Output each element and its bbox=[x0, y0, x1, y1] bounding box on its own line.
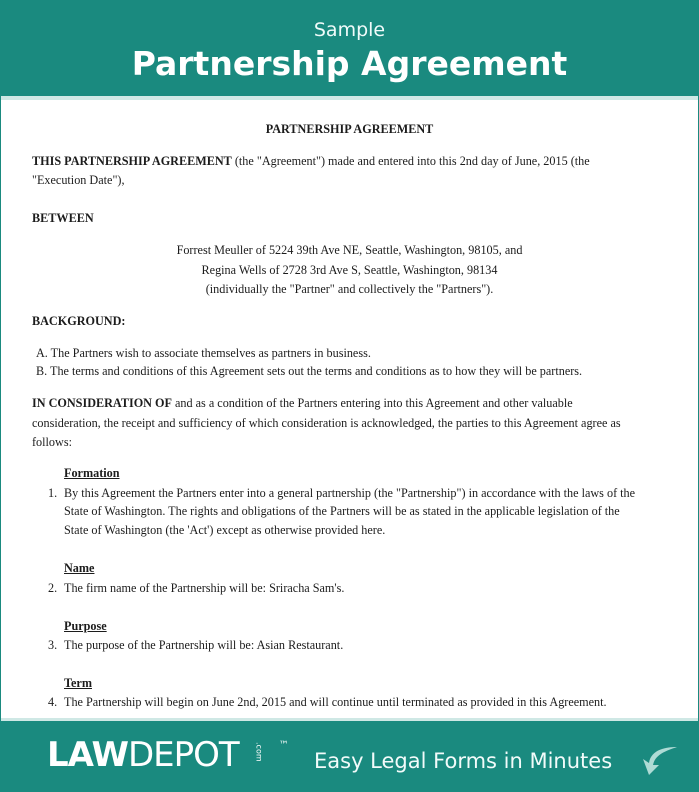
section-number-3: 3. bbox=[48, 638, 58, 652]
section-1-line-1: By this Agreement the Partners enter into a general partnership (the "Partnership") in accordance with the laws of the bbox=[64, 486, 636, 500]
logo-law: LAW bbox=[47, 735, 128, 775]
section-heading-formation: Formation bbox=[64, 466, 120, 480]
consideration-text: and as a condition of the Partners entering into this Agreement and other valuable bbox=[171, 396, 573, 410]
background-item-b: B. The terms and conditions of this Agreement sets out the terms and conditions as to how they will be partners. bbox=[36, 364, 583, 378]
section-4-line-1: The Partnership will begin on June 2nd, 2015 and will continue until terminated as provided in this Agreement. bbox=[64, 695, 607, 709]
section-heading-purpose: Purpose bbox=[64, 619, 107, 633]
consideration-line-2: consideration, the receipt and sufficiency of which consideration is acknowledged, the parties to this Agreement agree as bbox=[32, 416, 621, 430]
consideration-bold: IN CONSIDERATION OF bbox=[32, 396, 172, 410]
party-line-2: Regina Wells of 2728 3rd Ave S, Seattle, Washington, 98134 bbox=[201, 263, 498, 277]
header-title: Partnership Agreement bbox=[131, 44, 568, 83]
party-line-1: Forrest Meuller of 5224 39th Ave NE, Seattle, Washington, 98105, and bbox=[176, 243, 523, 257]
curved-arrow-icon bbox=[637, 741, 681, 777]
intro-line-2: "Execution Date"), bbox=[32, 173, 125, 187]
intro-bold: THIS PARTNERSHIP AGREEMENT bbox=[32, 154, 232, 168]
header-subtitle: Sample bbox=[313, 19, 386, 41]
agreement-document bbox=[1, 100, 698, 720]
section-3-line-1: The purpose of the Partnership will be: Asian Restaurant. bbox=[64, 638, 344, 652]
section-number-4: 4. bbox=[48, 695, 58, 709]
section-number-1: 1. bbox=[48, 486, 58, 500]
logo-com: .com bbox=[254, 742, 264, 762]
logo-trademark: ™ bbox=[278, 740, 289, 751]
logo-depot: DEPOT bbox=[127, 735, 239, 775]
section-heading-name: Name bbox=[64, 561, 95, 575]
intro-text: (the "Agreement") made and entered into this 2nd day of June, 2015 (the bbox=[231, 154, 590, 168]
document-heading: PARTNERSHIP AGREEMENT bbox=[265, 122, 434, 136]
header-banner bbox=[1, 1, 698, 96]
footer-banner[interactable] bbox=[1, 721, 698, 791]
party-line-3: (individually the "Partner" and collectively the "Partners"). bbox=[205, 282, 494, 296]
consideration-paragraph bbox=[32, 394, 682, 452]
section-heading-term: Term bbox=[64, 676, 92, 690]
section-number-2: 2. bbox=[48, 581, 58, 595]
consideration-line-1 bbox=[32, 394, 682, 413]
footer-tagline: Easy Legal Forms in Minutes bbox=[314, 749, 613, 773]
section-2-line-1: The firm name of the Partnership will be: Sriracha Sam's. bbox=[64, 581, 345, 595]
between-label: BETWEEN bbox=[32, 211, 94, 225]
section-1-line-2: State of Washington. The rights and obligations of the Partners will be as stated in the applicable legislation of the bbox=[64, 504, 620, 518]
background-label: BACKGROUND: bbox=[32, 314, 126, 328]
lawdepot-logo[interactable] bbox=[47, 735, 289, 784]
intro-paragraph bbox=[32, 152, 672, 190]
intro-line-1 bbox=[32, 152, 672, 171]
consideration-line-3: follows: bbox=[32, 435, 72, 449]
background-item-a: A. The Partners wish to associate themselves as partners in business. bbox=[36, 346, 371, 360]
section-1-line-3: State of Washington (the 'Act') except as otherwise provided here. bbox=[64, 523, 386, 537]
